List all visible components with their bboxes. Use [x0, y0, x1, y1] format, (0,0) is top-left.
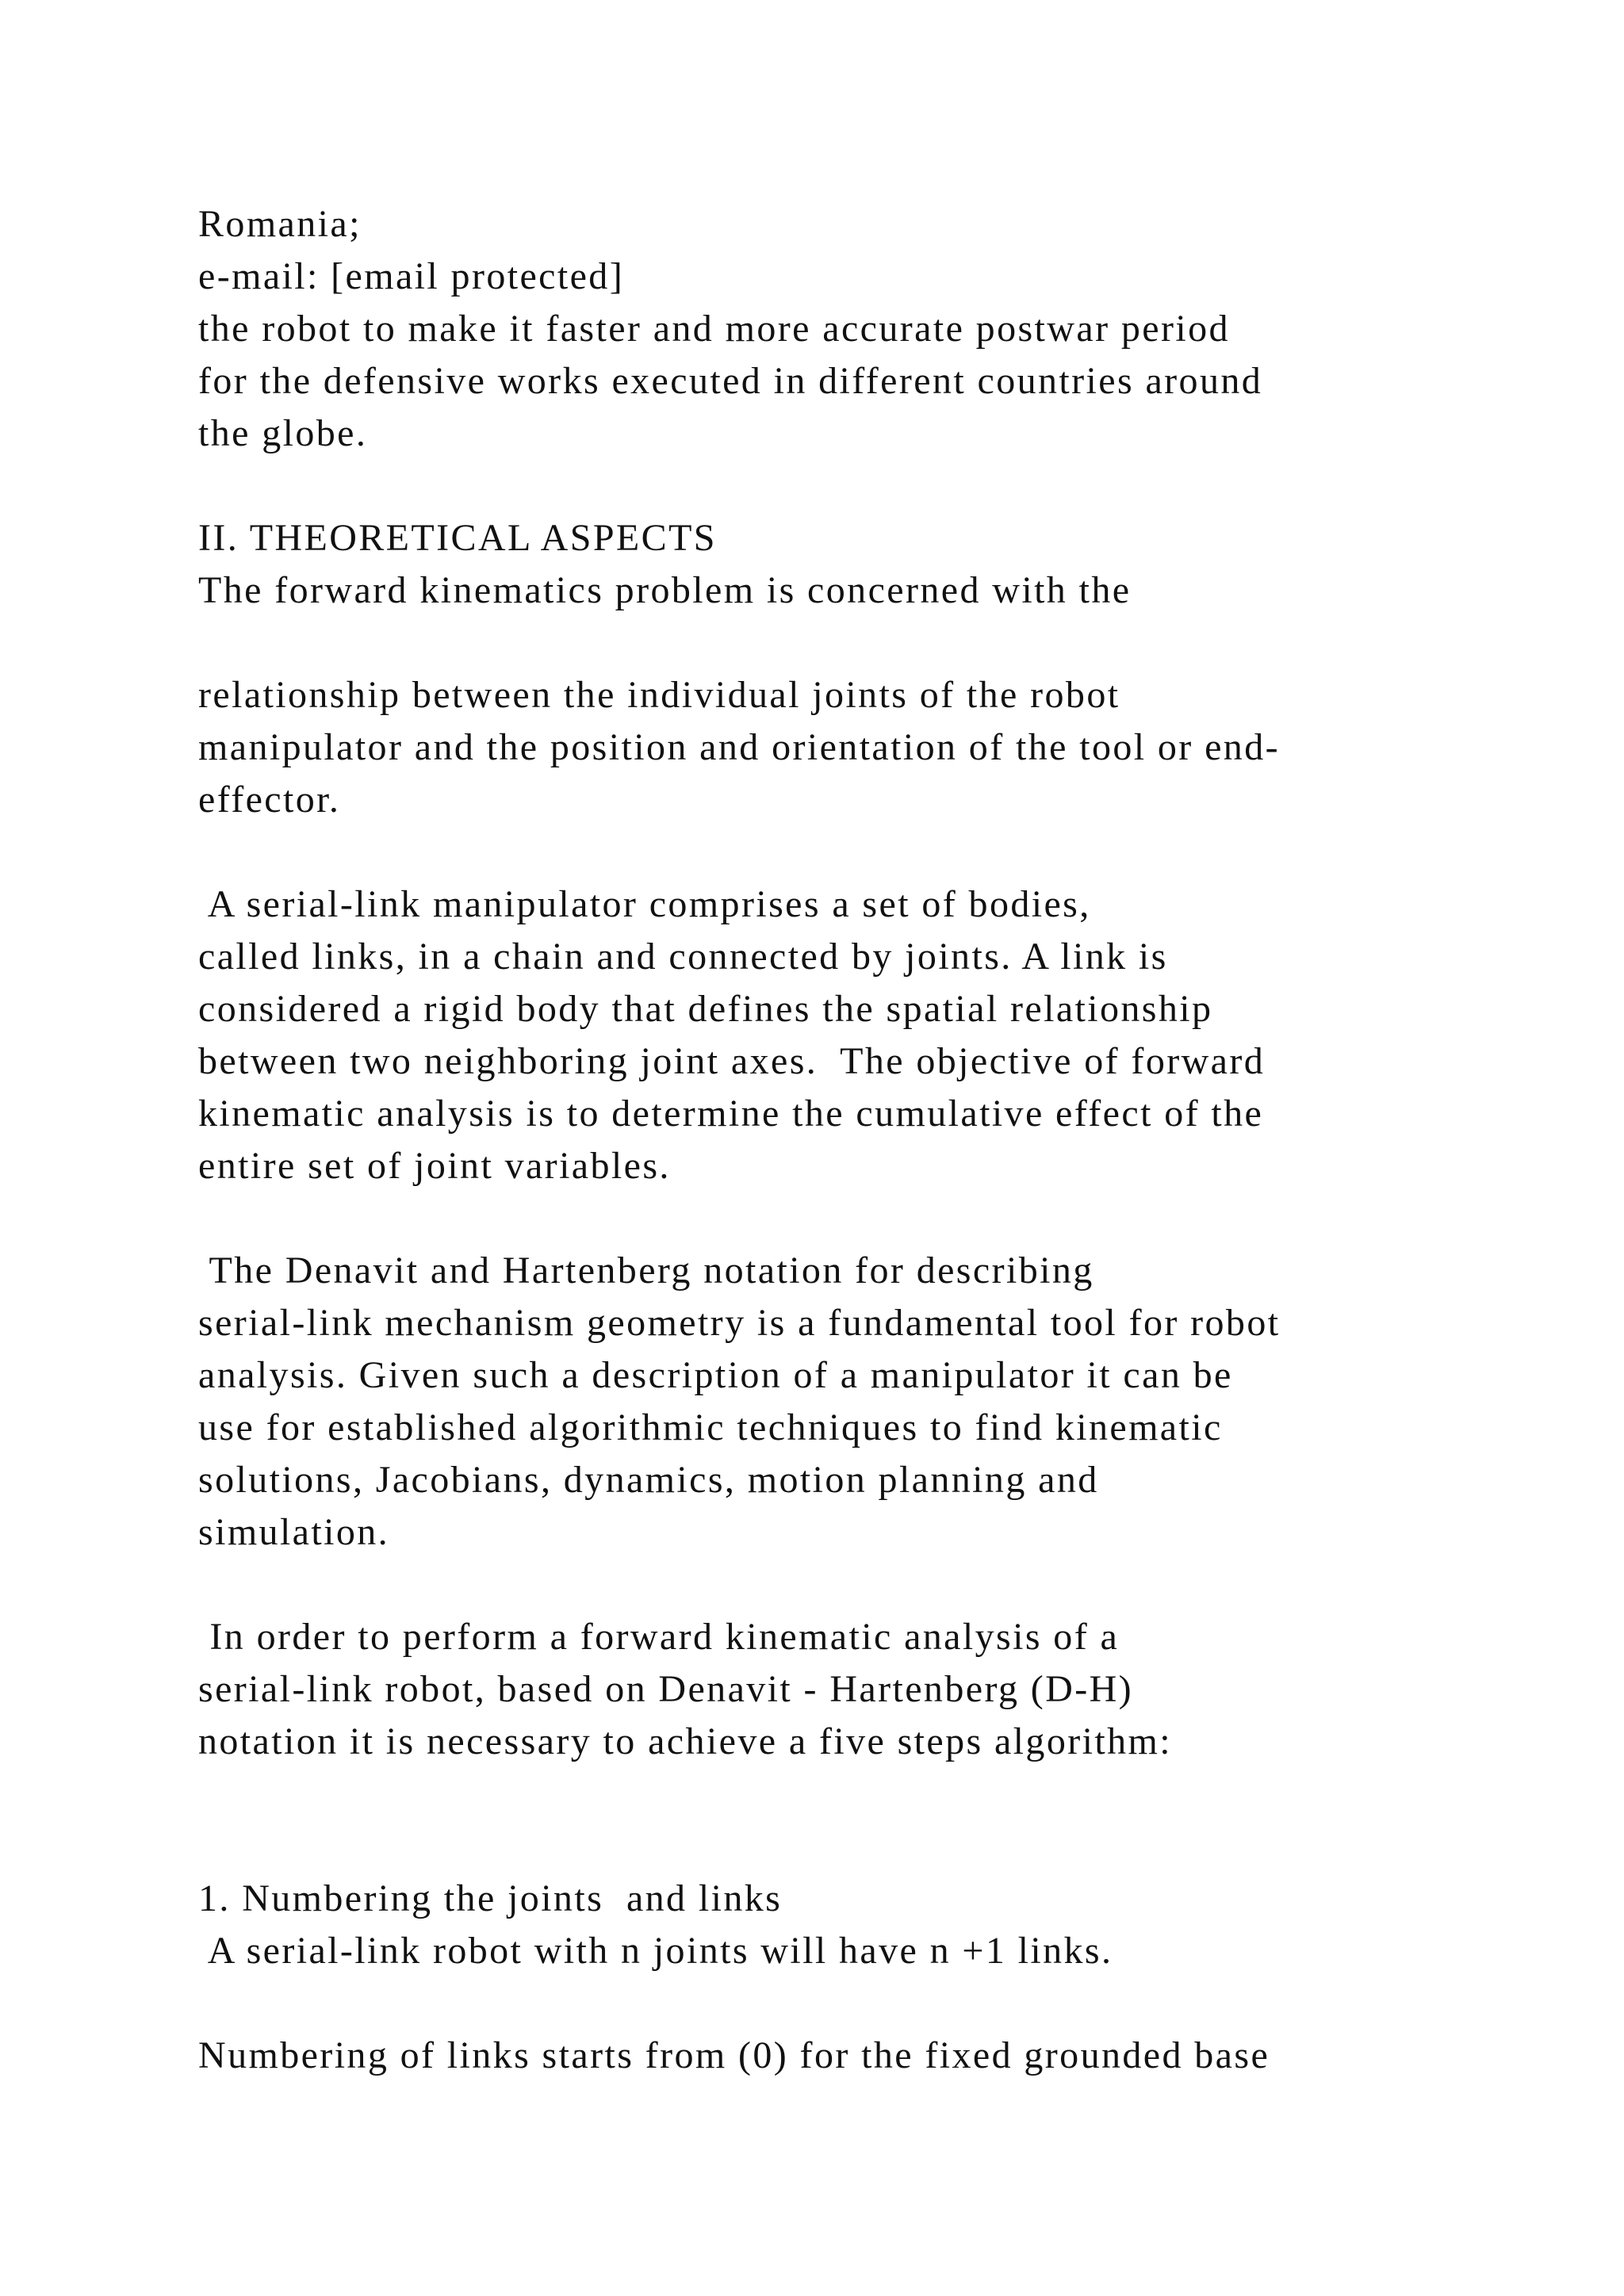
text-line: considered a rigid body that defines the spatial relationship: [198, 988, 1213, 1030]
text-line: In order to perform a forward kinematic analysis of a: [198, 1616, 1120, 1658]
spacer: [198, 460, 1483, 512]
text-line: e-mail: [email protected]: [198, 255, 625, 297]
paragraph: [198, 1245, 1483, 1559]
text-line: kinematic analysis is to determine the cumulative effect of the: [198, 1093, 1264, 1135]
spacer: [198, 1977, 1483, 2030]
text-line: the robot to make it faster and more accurate postwar period: [198, 308, 1230, 350]
paragraph: [198, 669, 1483, 826]
text-line: use for established algorithmic techniques to find kinematic: [198, 1406, 1223, 1448]
text-line: entire set of joint variables.: [198, 1145, 671, 1187]
text-line: effector.: [198, 779, 341, 821]
text-line: simulation.: [198, 1511, 390, 1553]
spacer: [198, 617, 1483, 669]
text-line: A serial-link robot with n joints will have n +1 links.: [198, 1930, 1113, 1972]
text-line: A serial-link manipulator comprises a set of bodies,: [198, 883, 1091, 925]
text-line: the globe.: [198, 412, 368, 454]
text-line: called links, in a chain and connected by joints. A link is: [198, 936, 1168, 978]
spacer: [198, 1820, 1483, 1873]
text-line: notation it is necessary to achieve a five steps algorithm:: [198, 1720, 1172, 1762]
text-line: serial-link mechanism geometry is a fundamental tool for robot: [198, 1302, 1281, 1344]
document-page: [198, 198, 1483, 2082]
header-block: [198, 198, 1483, 460]
text-line: serial-link robot, based on Denavit - Hartenberg (D-H): [198, 1668, 1134, 1710]
text-line: analysis. Given such a description of a manipulator it can be: [198, 1354, 1233, 1396]
text-line: Numbering of links starts from (0) for the fixed grounded base: [198, 2034, 1270, 2076]
paragraph: [198, 878, 1483, 1192]
section-heading: II. THEORETICAL ASPECTS: [198, 517, 717, 559]
spacer: [198, 1559, 1483, 1611]
step-heading: 1. Numbering the joints and links: [198, 1877, 783, 1919]
spacer: [198, 1192, 1483, 1245]
spacer: [198, 1768, 1483, 1820]
text-line: The Denavit and Hartenberg notation for describing: [198, 1249, 1094, 1292]
text-line: between two neighboring joint axes. The objective of forward: [198, 1040, 1266, 1082]
text-line: solutions, Jacobians, dynamics, motion planning and: [198, 1459, 1099, 1501]
numbered-step: [198, 1873, 1483, 1977]
text-line: for the defensive works executed in different countries around: [198, 360, 1263, 402]
text-line: Romania;: [198, 203, 362, 245]
text-line: The forward kinematics problem is concerned with the: [198, 569, 1132, 611]
spacer: [198, 826, 1483, 878]
paragraph: [198, 1611, 1483, 1768]
text-line: manipulator and the position and orientation of the tool or end-: [198, 726, 1280, 768]
text-line: relationship between the individual joints of the robot: [198, 674, 1120, 716]
